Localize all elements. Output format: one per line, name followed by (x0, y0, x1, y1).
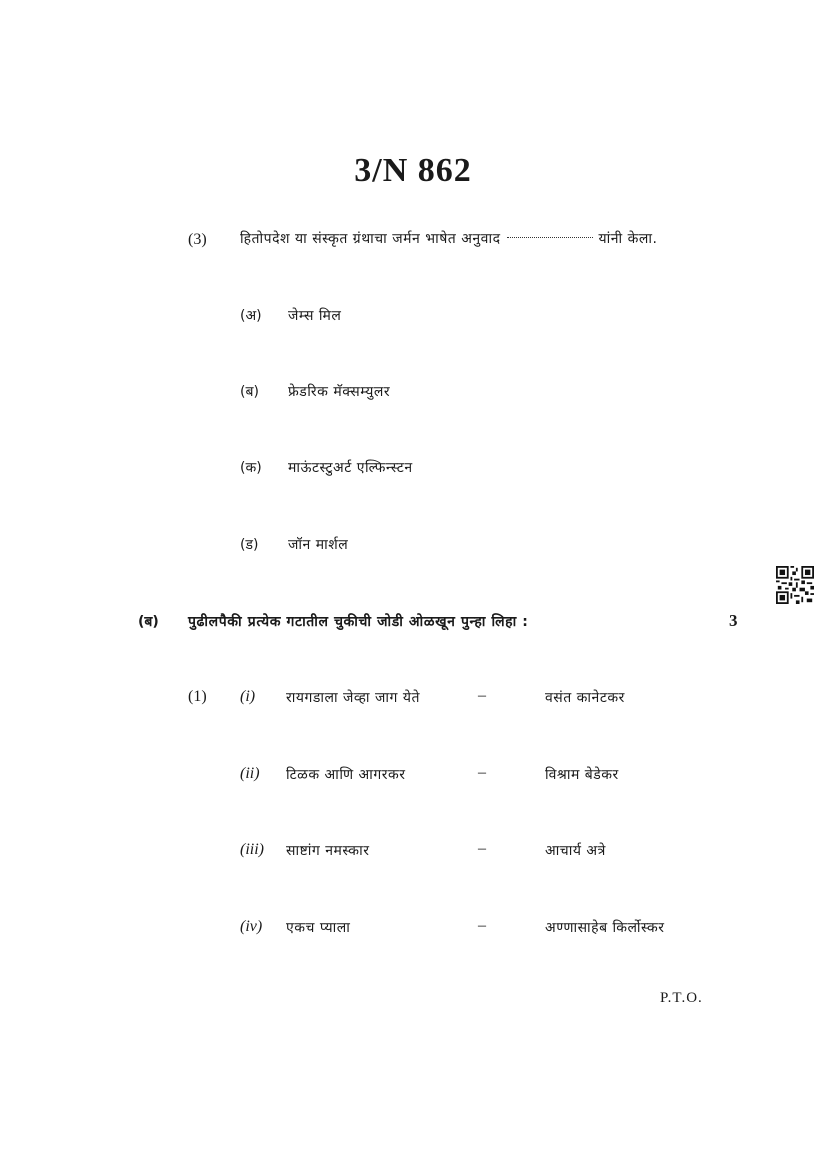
option-text-b: फ्रेडरिक मॅक्सम्युलर (288, 384, 391, 400)
question-text-before: हितोपदेश या संस्कृत ग्रंथाचा जर्मन भाषेत अनुवाद (240, 231, 501, 247)
option-label-d: (ड) (240, 537, 259, 553)
section-marks: 3 (729, 611, 738, 630)
pair-left-3: साष्टांग नमस्कार (286, 843, 370, 859)
option-label-b: (ब) (240, 384, 259, 400)
option-text-d: जॉन मार्शल (288, 537, 349, 553)
question-text-after: यांनी केला. (598, 231, 658, 247)
pair-dash-4: – (478, 917, 486, 934)
pair-right-4: अण्णासाहेब किर्लोस्कर (545, 920, 665, 936)
pair-dash-2: – (478, 764, 486, 781)
pair-left-4: एकच प्याला (286, 920, 351, 936)
option-text-c: माऊंटस्टुअर्ट एल्फिन्स्टन (288, 460, 413, 476)
page-code: 3/N 862 (354, 152, 472, 189)
pair-right-1: वसंत कानेटकर (545, 690, 625, 706)
section-instruction: पुढीलपैकी प्रत्येक गटातील चुकीची जोडी ओळखून पुन्हा लिहा : (188, 614, 529, 630)
pair-dash-3: – (478, 840, 486, 857)
pair-roman-2: (ii) (240, 765, 260, 782)
qr-code-icon (776, 566, 814, 604)
pair-dash-1: – (478, 687, 486, 704)
question-text (240, 229, 657, 248)
option-label-a: (अ) (240, 308, 262, 324)
option-text-a: जेम्स मिल (288, 308, 342, 324)
pair-right-3: आचार्य अत्रे (545, 843, 606, 859)
pto-footer: P.T.O. (660, 990, 703, 1006)
option-label-c: (क) (240, 460, 262, 476)
group-number: (1) (188, 688, 207, 705)
pair-left-2: टिळक आणि आगरकर (286, 767, 406, 783)
pair-roman-4: (iv) (240, 918, 263, 935)
pair-left-1: रायगडाला जेव्हा जाग येते (286, 690, 420, 706)
fill-blank (507, 237, 593, 238)
pair-roman-3: (iii) (240, 841, 264, 858)
question-number: (3) (188, 231, 207, 248)
pair-right-2: विश्राम बेडेकर (545, 767, 619, 783)
section-label: (ब) (138, 614, 159, 630)
pair-roman-1: (i) (240, 688, 256, 705)
